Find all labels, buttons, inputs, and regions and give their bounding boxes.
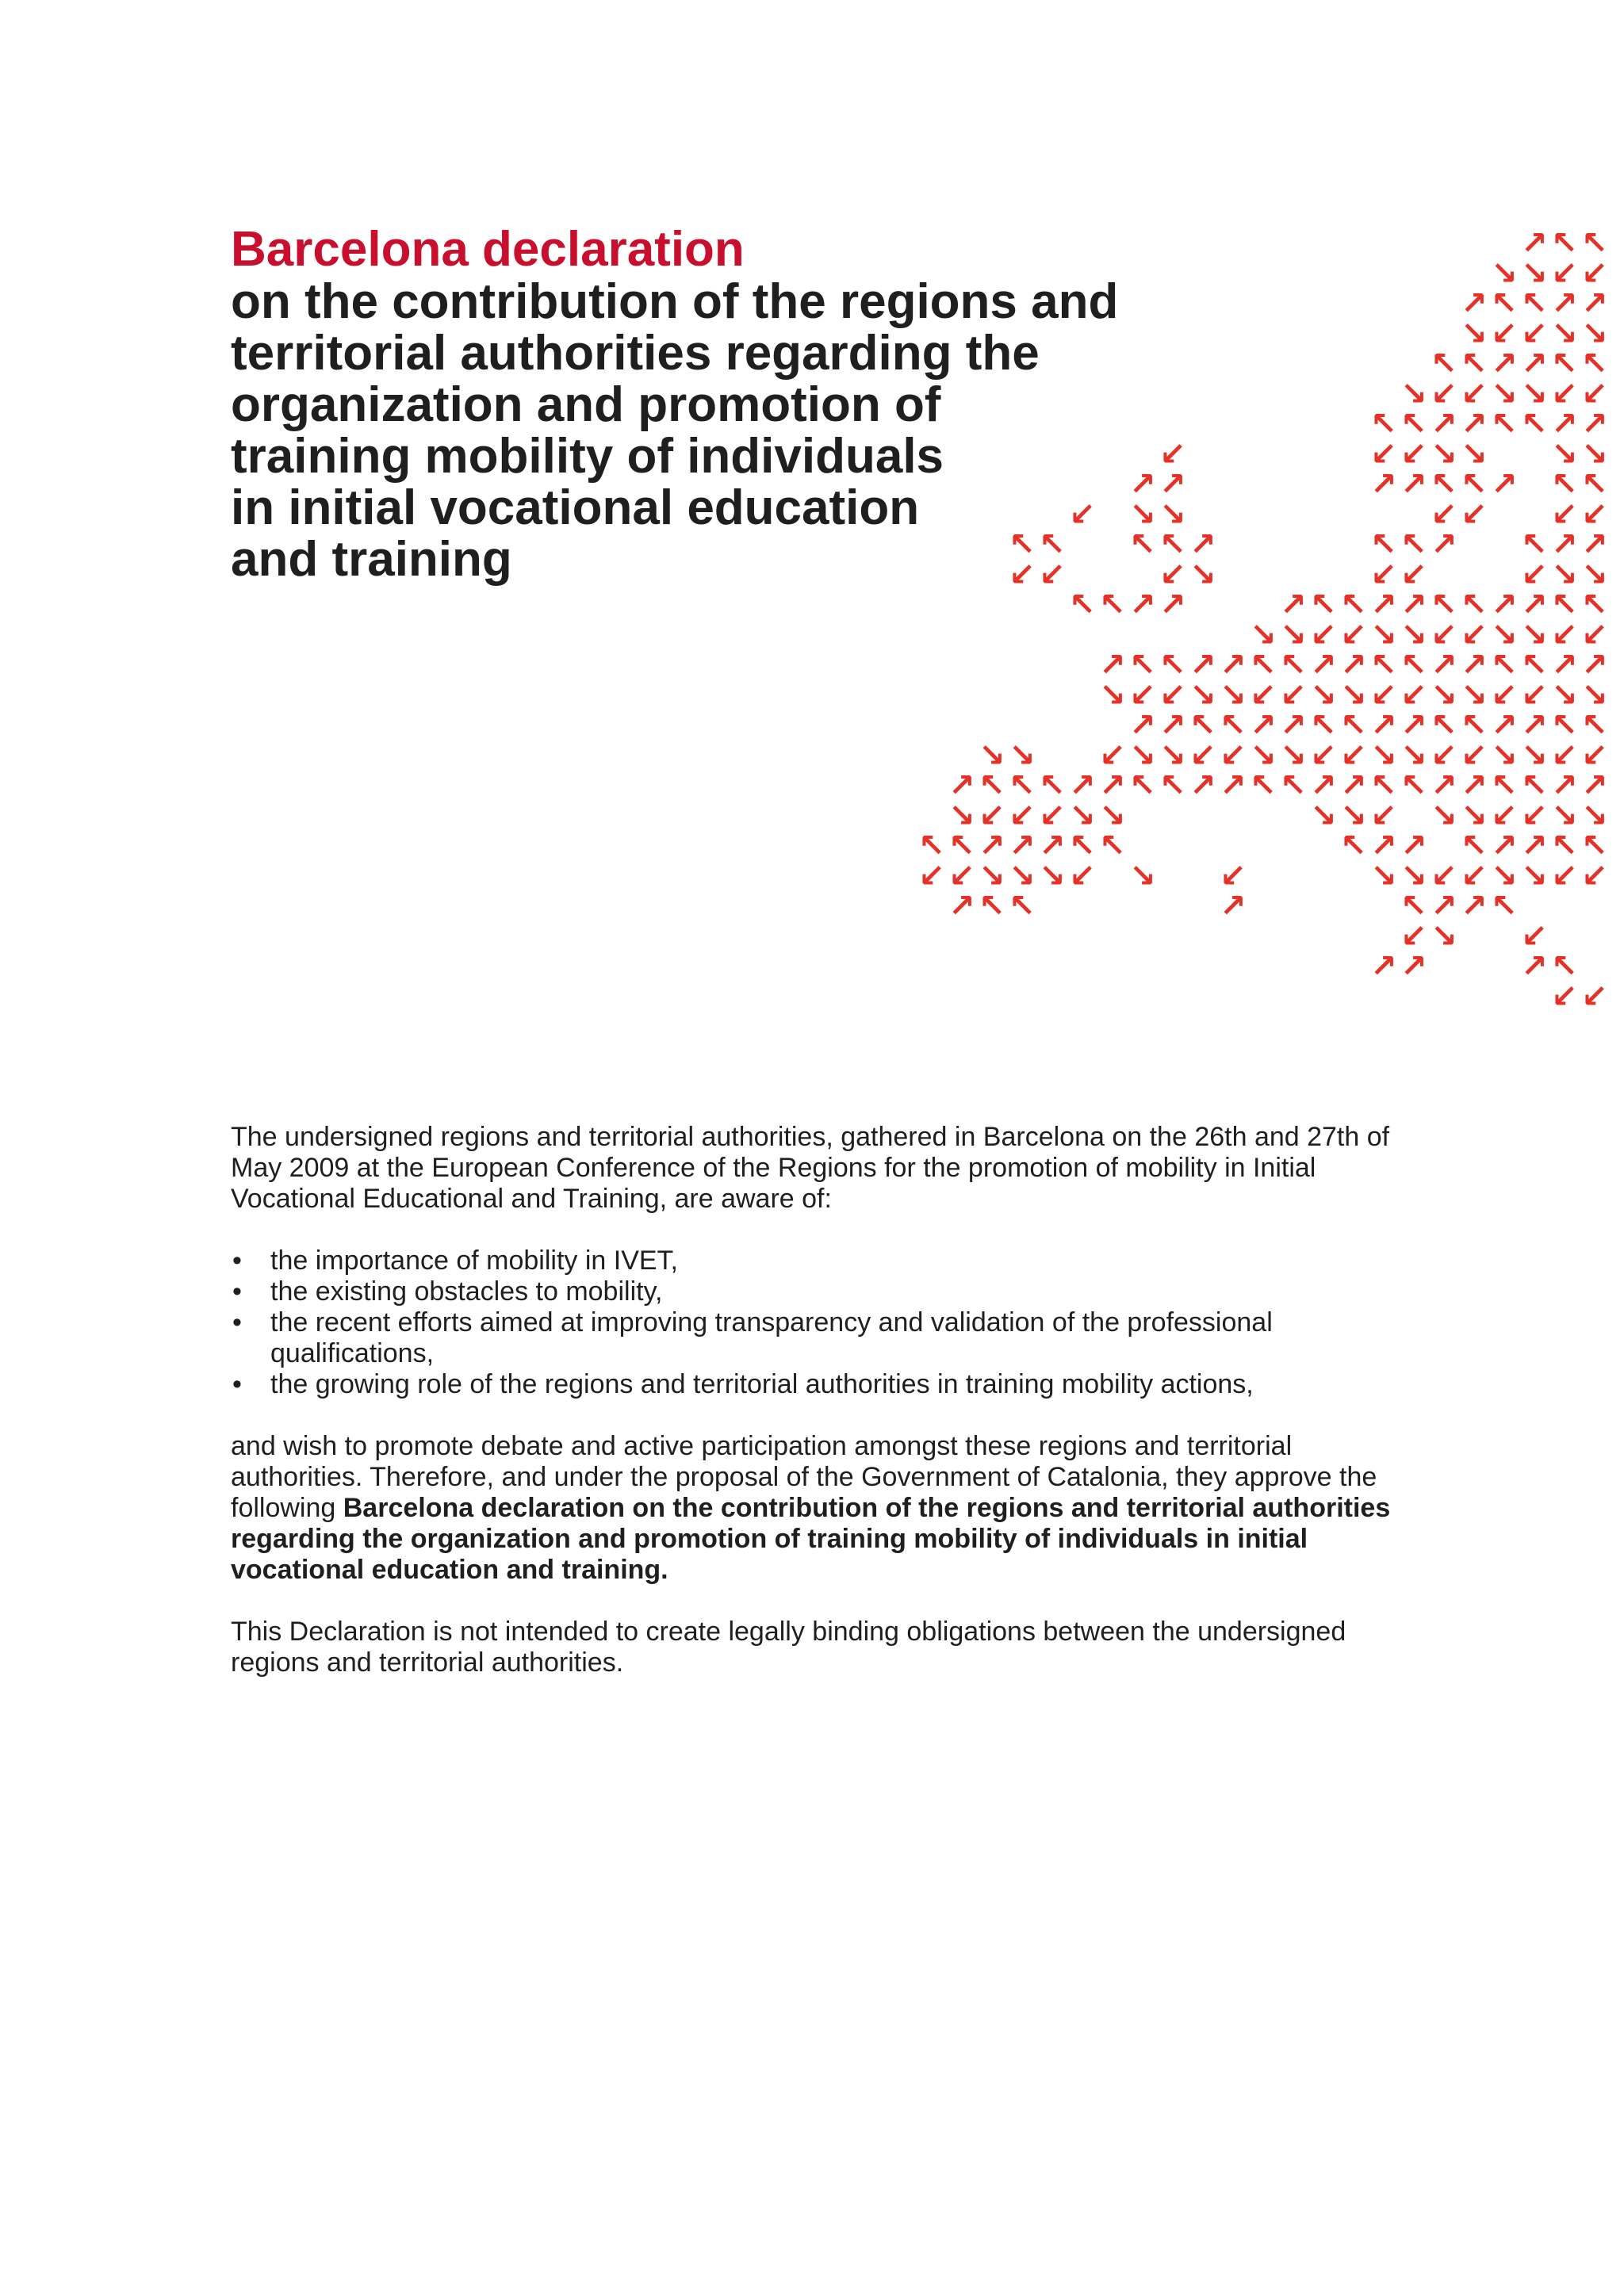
- arrow-icon: ↖: [1551, 466, 1578, 503]
- arrow-icon: ↙: [1461, 858, 1488, 894]
- arrow-icon: ↗: [1159, 587, 1186, 623]
- arrow-icon: ↖: [1189, 707, 1216, 744]
- arrow-icon: ↘: [1431, 798, 1457, 834]
- arrow-icon: ↘: [1370, 737, 1397, 774]
- arrow-icon: ↗: [1250, 707, 1277, 744]
- arrow-icon: ↘: [1581, 677, 1608, 714]
- document-title: Barcelona declaration: [231, 222, 745, 277]
- arrow-icon: ↘: [1431, 677, 1457, 714]
- arrow-icon: ↖: [1129, 647, 1156, 683]
- arrow-icon: ↘: [1431, 918, 1457, 955]
- arrow-icon: ↙: [1099, 737, 1126, 774]
- arrow-icon: ↗: [979, 828, 1005, 864]
- arrow-icon: ↗: [1129, 466, 1156, 503]
- arrow-icon: ↖: [1099, 587, 1126, 623]
- arrow-icon: ↘: [1581, 436, 1608, 473]
- awareness-list: [231, 1246, 1404, 1400]
- arrow-icon: ↗: [1189, 767, 1216, 804]
- arrow-icon: ↙: [1461, 617, 1488, 653]
- arrow-icon: ↙: [1400, 557, 1427, 593]
- arrow-icon: ↖: [1581, 707, 1608, 744]
- arrow-icon: ↖: [1551, 587, 1578, 623]
- arrow-icon: ↖: [1009, 767, 1036, 804]
- arrow-icon: ↙: [1491, 798, 1518, 834]
- arrow-icon: ↘: [1159, 496, 1186, 533]
- arrow-icon: ↖: [1099, 828, 1126, 864]
- arrow-icon: ↙: [1400, 918, 1427, 955]
- arrow-icon: ↖: [1039, 767, 1066, 804]
- arrow-icon: ↖: [979, 767, 1005, 804]
- arrow-icon: ↗: [1400, 466, 1427, 503]
- arrow-icon: ↙: [1400, 436, 1427, 473]
- arrow-icon: ↗: [1581, 526, 1608, 563]
- arrow-icon: ↙: [1280, 677, 1307, 714]
- arrow-icon: ↗: [1491, 828, 1518, 864]
- arrow-icon: ↙: [1370, 677, 1397, 714]
- arrow-icon: ↙: [1069, 496, 1096, 533]
- arrow-icon: ↗: [1340, 647, 1367, 683]
- arrow-icon: ↖: [1461, 466, 1488, 503]
- arrow-icon: ↙: [1581, 737, 1608, 774]
- arrow-icon: ↙: [1521, 557, 1548, 593]
- arrow-icon: ↗: [1099, 647, 1126, 683]
- arrow-icon: ↙: [1581, 376, 1608, 412]
- arrow-icon: ↙: [1310, 737, 1337, 774]
- arrow-icon: ↘: [1370, 858, 1397, 894]
- arrow-icon: ↖: [1370, 647, 1397, 683]
- arrow-icon: ↖: [1280, 767, 1307, 804]
- arrow-icon: ↖: [1581, 828, 1608, 864]
- arrow-icon: ↘: [1099, 677, 1126, 714]
- arrow-icon: ↖: [1039, 526, 1066, 563]
- arrow-icon: ↖: [1159, 647, 1186, 683]
- intro-paragraph: The undersigned regions and territorial authorities, gathered in Barcelona on the 26th and 27th of May 2009 at the European Conference of the Regions for the promotion of mobility in Initial Vocational Educational and Training, are aware of:: [231, 1122, 1390, 1214]
- arrow-icon: ↙: [1220, 737, 1247, 774]
- arrow-icon: ↖: [1581, 466, 1608, 503]
- arrow-icon: ↖: [918, 828, 945, 864]
- arrow-icon: ↗: [1431, 406, 1457, 442]
- arrow-icon: ↗: [1551, 406, 1578, 442]
- arrow-icon: ↘: [1220, 677, 1247, 714]
- arrow-icon: ↗: [1491, 466, 1518, 503]
- arrow-icon: ↙: [1581, 858, 1608, 894]
- arrow-icon: ↘: [1400, 737, 1427, 774]
- arrow-icon: ↘: [1431, 436, 1457, 473]
- arrow-icon: ↘: [1521, 376, 1548, 412]
- arrow-icon: ↗: [1461, 285, 1488, 322]
- arrow-icon: ↙: [1159, 436, 1186, 473]
- arrow-icon: ↘: [1461, 677, 1488, 714]
- arrow-icon: ↘: [1400, 858, 1427, 894]
- arrow-icon: ↙: [1551, 978, 1578, 1015]
- arrow-icon: ↖: [1551, 230, 1578, 262]
- arrow-icon: ↙: [1039, 798, 1066, 834]
- arrow-icon: ↖: [1581, 346, 1608, 382]
- arrow-icon: ↖: [1431, 707, 1457, 744]
- document-body: [231, 1122, 1404, 1678]
- arrow-icon: ↗: [1491, 707, 1518, 744]
- arrow-icon: ↘: [1581, 316, 1608, 352]
- arrow-icon: ↙: [1461, 376, 1488, 412]
- arrow-icon: ↘: [1099, 798, 1126, 834]
- arrow-icon: ↙: [1009, 557, 1036, 593]
- europe-map-arrows-icon: [904, 230, 1618, 1070]
- arrow-icon: ↘: [948, 798, 975, 834]
- arrow-icon: ↗: [1581, 647, 1608, 683]
- arrow-icon: ↗: [1491, 587, 1518, 623]
- arrow-icon: ↖: [1370, 767, 1397, 804]
- arrow-icon: ↗: [1551, 526, 1578, 563]
- arrow-icon: ↙: [1491, 316, 1518, 352]
- arrow-icon: ↖: [1431, 346, 1457, 382]
- arrow-icon: ↗: [1310, 767, 1337, 804]
- arrow-icon: ↗: [1009, 828, 1036, 864]
- arrow-icon: ↙: [1189, 737, 1216, 774]
- arrow-icon: ↘: [1551, 316, 1578, 352]
- list-item: • the growing role of the regions and territorial authorities in training mobility actions,: [231, 1369, 1404, 1400]
- arrow-icon: ↗: [1431, 526, 1457, 563]
- arrow-icon: ↖: [1521, 767, 1548, 804]
- arrow-icon: ↙: [1551, 496, 1578, 533]
- arrow-icon: ↙: [1431, 737, 1457, 774]
- arrow-icon: ↙: [1491, 677, 1518, 714]
- arrow-icon: ↖: [1551, 828, 1578, 864]
- arrow-icon: ↖: [1491, 888, 1518, 924]
- arrow-icon: ↙: [1310, 617, 1337, 653]
- arrow-icon: ↙: [1069, 858, 1096, 894]
- arrow-icon: ↖: [1340, 707, 1367, 744]
- arrow-icon: ↙: [1581, 978, 1608, 1015]
- arrow-icon: ↗: [1340, 767, 1367, 804]
- arrow-icon: ↖: [1581, 230, 1608, 262]
- arrow-icon: ↘: [1491, 737, 1518, 774]
- arrow-icon: ↗: [1461, 406, 1488, 442]
- arrow-icon: ↖: [1280, 647, 1307, 683]
- approval-paragraph: [231, 1431, 1404, 1586]
- arrow-icon: ↖: [1491, 767, 1518, 804]
- arrow-icon: ↗: [1189, 526, 1216, 563]
- arrow-icon: ↘: [1551, 798, 1578, 834]
- arrow-icon: ↙: [1250, 677, 1277, 714]
- arrow-icon: ↘: [1521, 737, 1548, 774]
- arrow-icon: ↘: [1129, 737, 1156, 774]
- arrow-icon: ↘: [1129, 496, 1156, 533]
- arrow-icon: ↗: [1099, 767, 1126, 804]
- arrow-icon: ↖: [1340, 828, 1367, 864]
- arrow-icon: ↙: [1370, 557, 1397, 593]
- arrow-icon: ↙: [1581, 617, 1608, 653]
- arrow-icon: ↘: [1310, 677, 1337, 714]
- arrow-icon: ↗: [1491, 346, 1518, 382]
- arrow-icon: ↘: [1461, 798, 1488, 834]
- arrow-icon: ↘: [1250, 737, 1277, 774]
- arrow-icon: ↗: [1220, 888, 1247, 924]
- arrow-icon: ↖: [1370, 526, 1397, 563]
- arrow-icon: ↙: [1039, 557, 1066, 593]
- arrow-icon: ↗: [948, 888, 975, 924]
- arrow-icon: ↗: [1280, 587, 1307, 623]
- arrow-icon: ↙: [1521, 316, 1548, 352]
- arrow-icon: ↖: [1551, 707, 1578, 744]
- arrow-icon: ↖: [1400, 526, 1427, 563]
- arrow-icon: ↘: [1491, 255, 1518, 292]
- arrow-icon: ↗: [1400, 587, 1427, 623]
- arrow-icon: ↖: [1461, 707, 1488, 744]
- arrow-icon: ↙: [1521, 677, 1548, 714]
- arrow-icon: ↖: [1370, 406, 1397, 442]
- arrow-icon: ↘: [1310, 798, 1337, 834]
- arrow-icon: ↖: [1431, 466, 1457, 503]
- arrow-icon: ↗: [1581, 767, 1608, 804]
- arrow-icon: ↗: [1461, 647, 1488, 683]
- arrow-icon: ↙: [1431, 617, 1457, 653]
- arrow-icon: ↖: [1491, 406, 1518, 442]
- arrow-icon: ↘: [1009, 737, 1036, 774]
- arrow-icon: ↖: [1400, 767, 1427, 804]
- disclaimer-paragraph: This Declaration is not intended to create legally binding obligations between the undersigned regions and territorial authorities.: [231, 1617, 1346, 1678]
- arrow-icon: ↖: [1461, 587, 1488, 623]
- arrow-icon: ↙: [1431, 858, 1457, 894]
- arrow-icon: ↘: [1551, 436, 1578, 473]
- approval-text: and wish to promote debate and active participation amongst these regions and territorial authorities. Therefore, and under the proposal of the Government of Catalonia, they approve the following: [231, 1431, 1377, 1523]
- arrow-icon: ↘: [1189, 557, 1216, 593]
- arrow-icon: ↙: [1220, 858, 1247, 894]
- arrow-icon: ↖: [1491, 285, 1518, 322]
- arrow-icon: ↘: [1159, 737, 1186, 774]
- arrow-icon: ↗: [1159, 707, 1186, 744]
- arrow-icon: ↗: [1159, 466, 1186, 503]
- arrow-icon: ↖: [1250, 647, 1277, 683]
- arrow-icon: ↗: [1521, 828, 1548, 864]
- arrow-icon: ↗: [1370, 707, 1397, 744]
- arrow-icon: ↘: [1370, 617, 1397, 653]
- arrow-icon: ↖: [1009, 526, 1036, 563]
- arrow-icon: ↘: [1400, 617, 1427, 653]
- arrow-icon: ↙: [1581, 496, 1608, 533]
- arrow-icon: ↖: [1521, 285, 1548, 322]
- arrow-icon: ↗: [1400, 828, 1427, 864]
- arrow-icon: ↗: [1280, 707, 1307, 744]
- arrow-icon: ↗: [1431, 767, 1457, 804]
- arrow-icon: ↙: [1551, 255, 1578, 292]
- arrow-icon: ↖: [1491, 647, 1518, 683]
- arrow-icon: ↘: [1340, 798, 1367, 834]
- arrow-icon: ↘: [1039, 858, 1066, 894]
- declaration-name: Barcelona declaration on the contribution of the regions and territorial authorities regarding the organization and promotion of training mobility of individuals in initial vocational education and training.: [231, 1493, 1391, 1585]
- arrow-icon: ↖: [1551, 346, 1578, 382]
- arrow-icon: ↖: [979, 888, 1005, 924]
- arrow-icon: ↗: [1551, 647, 1578, 683]
- arrow-icon: ↘: [1400, 376, 1427, 412]
- arrow-icon: ↘: [1491, 858, 1518, 894]
- arrow-icon: ↘: [1461, 436, 1488, 473]
- arrow-icon: ↙: [1521, 798, 1548, 834]
- arrow-icon: ↘: [1551, 557, 1578, 593]
- arrow-icon: ↖: [1159, 767, 1186, 804]
- arrow-icon: ↙: [1129, 677, 1156, 714]
- arrow-icon: ↖: [1431, 587, 1457, 623]
- list-item: • the importance of mobility in IVET,: [231, 1246, 1404, 1276]
- arrow-icon: ↗: [1129, 707, 1156, 744]
- arrow-icon: ↖: [1461, 828, 1488, 864]
- arrow-icon: ↖: [1581, 587, 1608, 623]
- arrow-icon: ↖: [1551, 948, 1578, 985]
- arrow-icon: ↘: [1280, 617, 1307, 653]
- arrow-icon: ↗: [1521, 948, 1548, 985]
- arrow-icon: ↗: [1400, 948, 1427, 985]
- arrow-icon: ↘: [979, 737, 1005, 774]
- document-subtitle: on the contribution of the regions and territorial authorities regarding the organization and promotion of training mobility of individuals in initial vocational education and training: [231, 274, 1119, 587]
- arrow-icon: ↖: [1069, 828, 1096, 864]
- arrow-icon: ↙: [1159, 557, 1186, 593]
- arrow-icon: ↗: [1521, 587, 1548, 623]
- arrow-icon: ↘: [1189, 677, 1216, 714]
- arrow-icon: ↖: [1521, 526, 1548, 563]
- arrow-icon: ↗: [1521, 346, 1548, 382]
- arrow-icon: ↙: [1400, 677, 1427, 714]
- arrow-icon: ↙: [948, 858, 975, 894]
- arrow-icon: ↙: [1431, 376, 1457, 412]
- arrow-icon: ↘: [1581, 798, 1608, 834]
- arrow-icon: ↗: [1551, 285, 1578, 322]
- arrow-icon: ↙: [1340, 617, 1367, 653]
- arrow-icon: ↖: [1009, 888, 1036, 924]
- arrow-icon: ↘: [1521, 858, 1548, 894]
- arrow-icon: ↗: [1431, 647, 1457, 683]
- list-item: • the existing obstacles to mobility,: [231, 1276, 1404, 1307]
- arrow-icon: ↙: [1370, 798, 1397, 834]
- arrow-icon: ↗: [1521, 707, 1548, 744]
- arrow-icon: ↖: [1400, 888, 1427, 924]
- arrow-icon: ↗: [1069, 767, 1096, 804]
- arrow-icon: ↙: [1370, 436, 1397, 473]
- arrow-icon: ↘: [1280, 737, 1307, 774]
- arrow-icon: ↙: [1551, 858, 1578, 894]
- arrow-icon: ↘: [1461, 316, 1488, 352]
- arrow-icon: ↘: [1491, 376, 1518, 412]
- arrow-icon: ↖: [1250, 767, 1277, 804]
- arrow-icon: ↗: [1129, 587, 1156, 623]
- arrow-icon: ↙: [1009, 798, 1036, 834]
- list-item: • the recent efforts aimed at improving transparency and validation of the professional qualifications,: [231, 1307, 1404, 1369]
- arrow-icon: ↗: [1461, 888, 1488, 924]
- arrow-icon: ↘: [1009, 858, 1036, 894]
- arrow-icon: ↙: [1521, 918, 1548, 955]
- arrow-icon: ↗: [948, 767, 975, 804]
- arrow-icon: ↗: [1581, 285, 1608, 322]
- arrow-icon: ↖: [1310, 707, 1337, 744]
- arrow-icon: ↙: [1431, 496, 1457, 533]
- arrow-icon: ↗: [1551, 767, 1578, 804]
- arrow-icon: ↘: [1551, 677, 1578, 714]
- arrow-icon: ↗: [1461, 767, 1488, 804]
- arrow-icon: ↖: [1521, 406, 1548, 442]
- arrow-icon: ↘: [979, 858, 1005, 894]
- arrow-icon: ↘: [1129, 858, 1156, 894]
- arrow-icon: ↗: [1370, 466, 1397, 503]
- arrow-icon: ↙: [1340, 737, 1367, 774]
- arrow-icon: ↙: [1461, 496, 1488, 533]
- arrow-icon: ↗: [1581, 406, 1608, 442]
- arrow-icon: ↖: [1159, 526, 1186, 563]
- arrow-icon: ↙: [1551, 737, 1578, 774]
- arrow-icon: ↖: [948, 828, 975, 864]
- arrow-icon: ↖: [1461, 346, 1488, 382]
- arrow-icon: ↖: [1310, 587, 1337, 623]
- arrow-icon: ↙: [1551, 617, 1578, 653]
- arrow-icon: ↘: [1491, 617, 1518, 653]
- arrow-icon: ↗: [1039, 828, 1066, 864]
- arrow-icon: ↗: [1220, 767, 1247, 804]
- arrow-icon: ↙: [1581, 255, 1608, 292]
- arrow-icon: ↗: [1189, 647, 1216, 683]
- arrow-icon: ↖: [1220, 707, 1247, 744]
- arrow-icon: ↗: [1220, 647, 1247, 683]
- arrow-icon: ↘: [1521, 255, 1548, 292]
- arrow-icon: ↗: [1370, 828, 1397, 864]
- arrow-icon: ↙: [1551, 376, 1578, 412]
- arrow-icon: ↖: [1400, 406, 1427, 442]
- arrow-icon: ↗: [1521, 230, 1548, 262]
- arrow-icon: ↖: [1400, 647, 1427, 683]
- arrow-icon: ↙: [918, 858, 945, 894]
- arrow-icon: ↖: [1129, 526, 1156, 563]
- arrow-icon: ↘: [1521, 617, 1548, 653]
- arrow-icon: ↗: [1400, 707, 1427, 744]
- arrow-icon: ↖: [1340, 587, 1367, 623]
- arrow-icon: ↙: [1461, 737, 1488, 774]
- arrow-icon: ↗: [1310, 647, 1337, 683]
- arrow-icon: ↙: [979, 798, 1005, 834]
- arrow-icon: ↗: [1431, 888, 1457, 924]
- arrow-icon: ↙: [1159, 677, 1186, 714]
- arrow-icon: ↘: [1340, 677, 1367, 714]
- arrow-icon: ↗: [1370, 948, 1397, 985]
- arrow-icon: ↖: [1521, 647, 1548, 683]
- arrow-icon: ↘: [1069, 798, 1096, 834]
- arrow-icon: ↗: [1370, 587, 1397, 623]
- arrow-icon: ↖: [1129, 767, 1156, 804]
- arrow-icon: ↘: [1250, 617, 1277, 653]
- arrow-icon: ↘: [1581, 557, 1608, 593]
- arrow-icon: ↖: [1069, 587, 1096, 623]
